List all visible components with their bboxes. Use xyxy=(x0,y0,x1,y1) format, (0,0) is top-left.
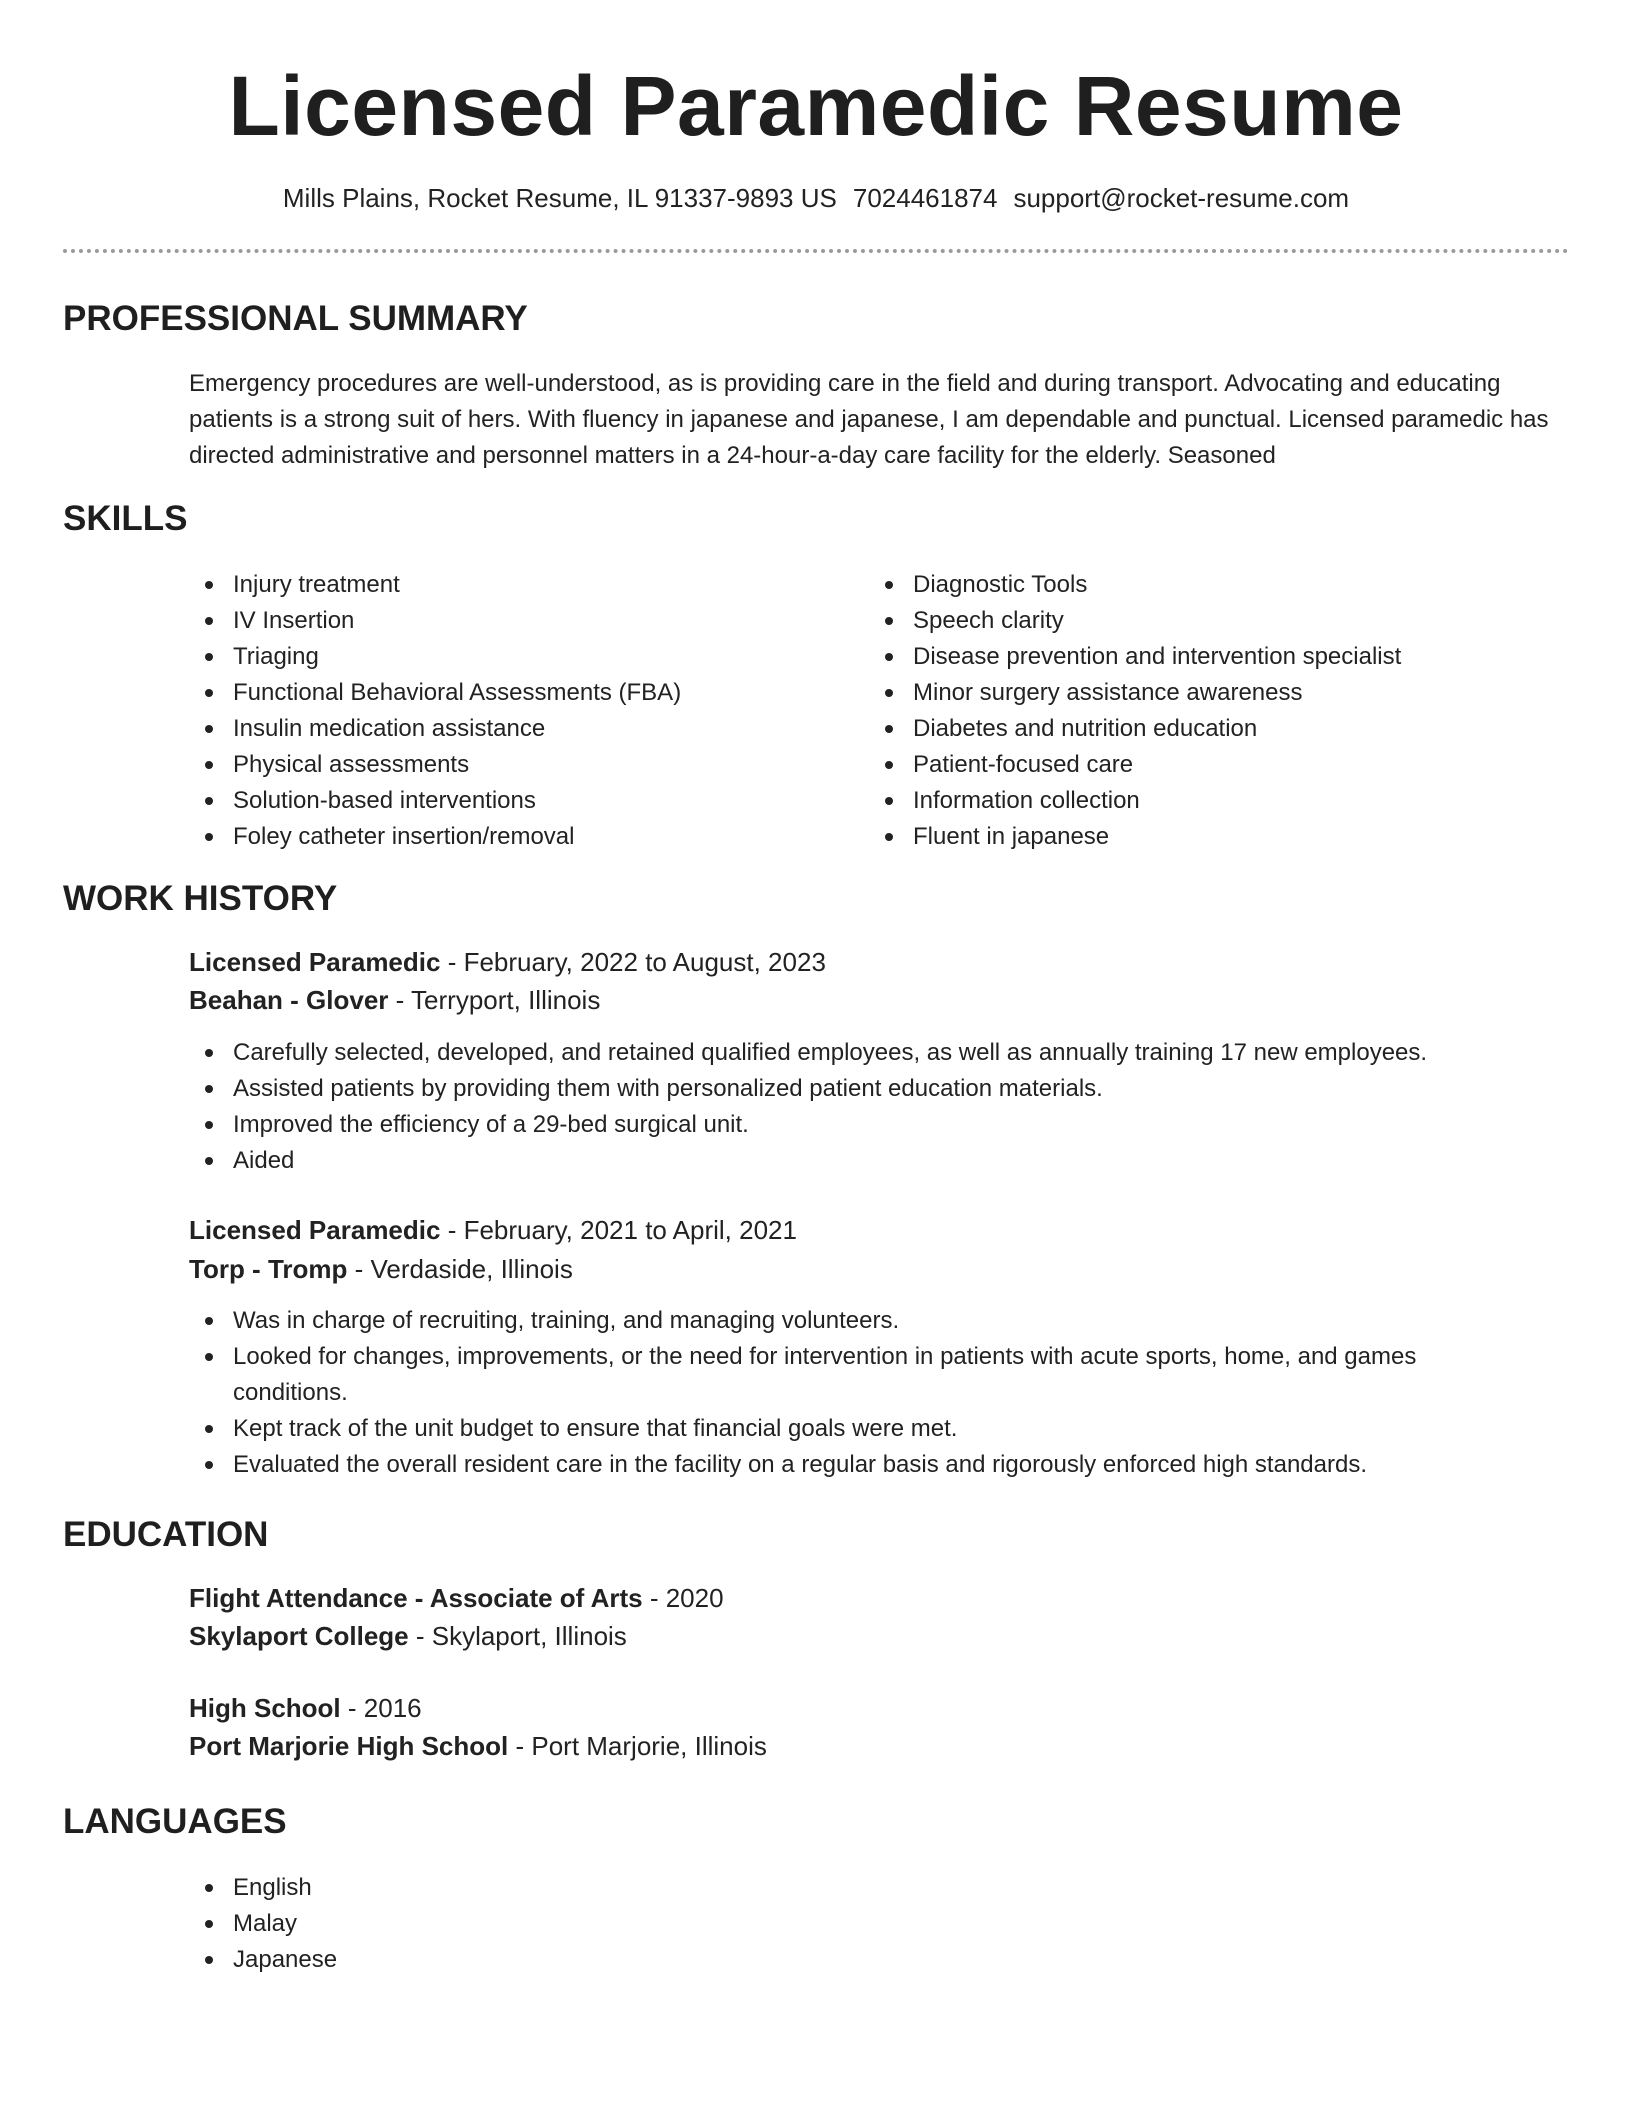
skill-item: Foley catheter insertion/removal xyxy=(189,819,849,855)
section-heading-education: EDUCATION xyxy=(63,1515,269,1554)
education-school: Skylaport College xyxy=(189,1621,409,1651)
skill-item: Insulin medication assistance xyxy=(189,711,849,747)
contact-line xyxy=(0,180,1632,216)
job-bullet: Improved the efficiency of a 29-bed surgical unit. xyxy=(189,1107,1489,1143)
job-location: - Terryport, Illinois xyxy=(388,985,601,1015)
job-bullets xyxy=(189,1035,1489,1179)
education-school-line xyxy=(189,1617,627,1655)
skill-item: Fluent in japanese xyxy=(869,819,1529,855)
language-item: Malay xyxy=(189,1906,789,1942)
section-heading-languages: LANGUAGES xyxy=(63,1802,287,1841)
job-bullet: Was in charge of recruiting, training, and managing volunteers. xyxy=(189,1303,1489,1339)
education-degree-line xyxy=(189,1689,422,1727)
education-year: - 2016 xyxy=(340,1693,422,1723)
skill-item: Disease prevention and intervention specialist xyxy=(869,639,1529,675)
job-company: Torp - Tromp xyxy=(189,1254,348,1284)
language-item: Japanese xyxy=(189,1942,789,1978)
resume-title: Licensed Paramedic Resume xyxy=(228,59,1404,153)
section-heading-summary: PROFESSIONAL SUMMARY xyxy=(63,299,528,338)
job-company-line xyxy=(189,981,600,1019)
job-bullet: Looked for changes, improvements, or the need for intervention in patients with acute sports, home, and games conditions. xyxy=(189,1339,1489,1411)
section-heading-work: WORK HISTORY xyxy=(63,879,338,918)
skill-item: Triaging xyxy=(189,639,849,675)
contact-email: support@rocket-resume.com xyxy=(1013,183,1350,213)
skill-item: Diabetes and nutrition education xyxy=(869,711,1529,747)
skill-item: Patient-focused care xyxy=(869,747,1529,783)
job-company-line xyxy=(189,1250,573,1288)
header-divider xyxy=(63,249,1569,253)
skill-item: Solution-based interventions xyxy=(189,783,849,819)
education-school-line xyxy=(189,1727,767,1765)
job-dates: - February, 2022 to August, 2023 xyxy=(440,947,826,977)
job-bullet: Assisted patients by providing them with personalized patient education materials. xyxy=(189,1071,1489,1107)
education-location: - Skylaport, Illinois xyxy=(408,1621,627,1651)
job-bullet: Kept track of the unit budget to ensure that financial goals were met. xyxy=(189,1411,1489,1447)
job-title-line xyxy=(189,1211,797,1249)
skill-item: Physical assessments xyxy=(189,747,849,783)
job-bullet: Evaluated the overall resident care in the facility on a regular basis and rigorously enforced high standards. xyxy=(189,1447,1489,1483)
languages-list xyxy=(189,1870,789,1978)
skill-item: Diagnostic Tools xyxy=(869,567,1529,603)
skill-item: Injury treatment xyxy=(189,567,849,603)
job-company: Beahan - Glover xyxy=(189,985,389,1015)
education-degree-line xyxy=(189,1579,724,1617)
education-year: - 2020 xyxy=(642,1583,724,1613)
contact-phone: 7024461874 xyxy=(852,183,998,213)
contact-address: Mills Plains, Rocket Resume, IL 91337-9893 US xyxy=(282,183,837,213)
job-bullet: Aided xyxy=(189,1143,1489,1179)
summary-text: Emergency procedures are well-understood, as is providing care in the field and during transport. Advocating and educating patients is a strong suit of hers. With fluency in japanese and japanese, I am dependable and punctual. Licensed paramedic has directed administrative and personnel matters in a 24-hour-a-day care facility for the elderly. Seasoned xyxy=(189,370,1549,469)
job-title: Licensed Paramedic xyxy=(189,1215,441,1245)
job-bullets xyxy=(189,1303,1489,1483)
education-location: - Port Marjorie, Illinois xyxy=(508,1731,767,1761)
skill-item: Minor surgery assistance awareness xyxy=(869,675,1529,711)
job-dates: - February, 2021 to April, 2021 xyxy=(440,1215,797,1245)
language-item: English xyxy=(189,1870,789,1906)
skill-item: Information collection xyxy=(869,783,1529,819)
job-title: Licensed Paramedic xyxy=(189,947,441,977)
section-heading-skills: SKILLS xyxy=(63,499,188,538)
job-title-line xyxy=(189,943,826,981)
skill-item: IV Insertion xyxy=(189,603,849,639)
job-bullet: Carefully selected, developed, and retained qualified employees, as well as annually training 17 new employees. xyxy=(189,1035,1489,1071)
education-degree: High School xyxy=(189,1693,341,1723)
skills-list-right xyxy=(869,567,1529,855)
skill-item: Functional Behavioral Assessments (FBA) xyxy=(189,675,849,711)
job-location: - Verdaside, Illinois xyxy=(347,1254,573,1284)
education-school: Port Marjorie High School xyxy=(189,1731,509,1761)
education-degree: Flight Attendance - Associate of Arts xyxy=(189,1583,643,1613)
skills-list-left xyxy=(189,567,849,855)
skill-item: Speech clarity xyxy=(869,603,1529,639)
